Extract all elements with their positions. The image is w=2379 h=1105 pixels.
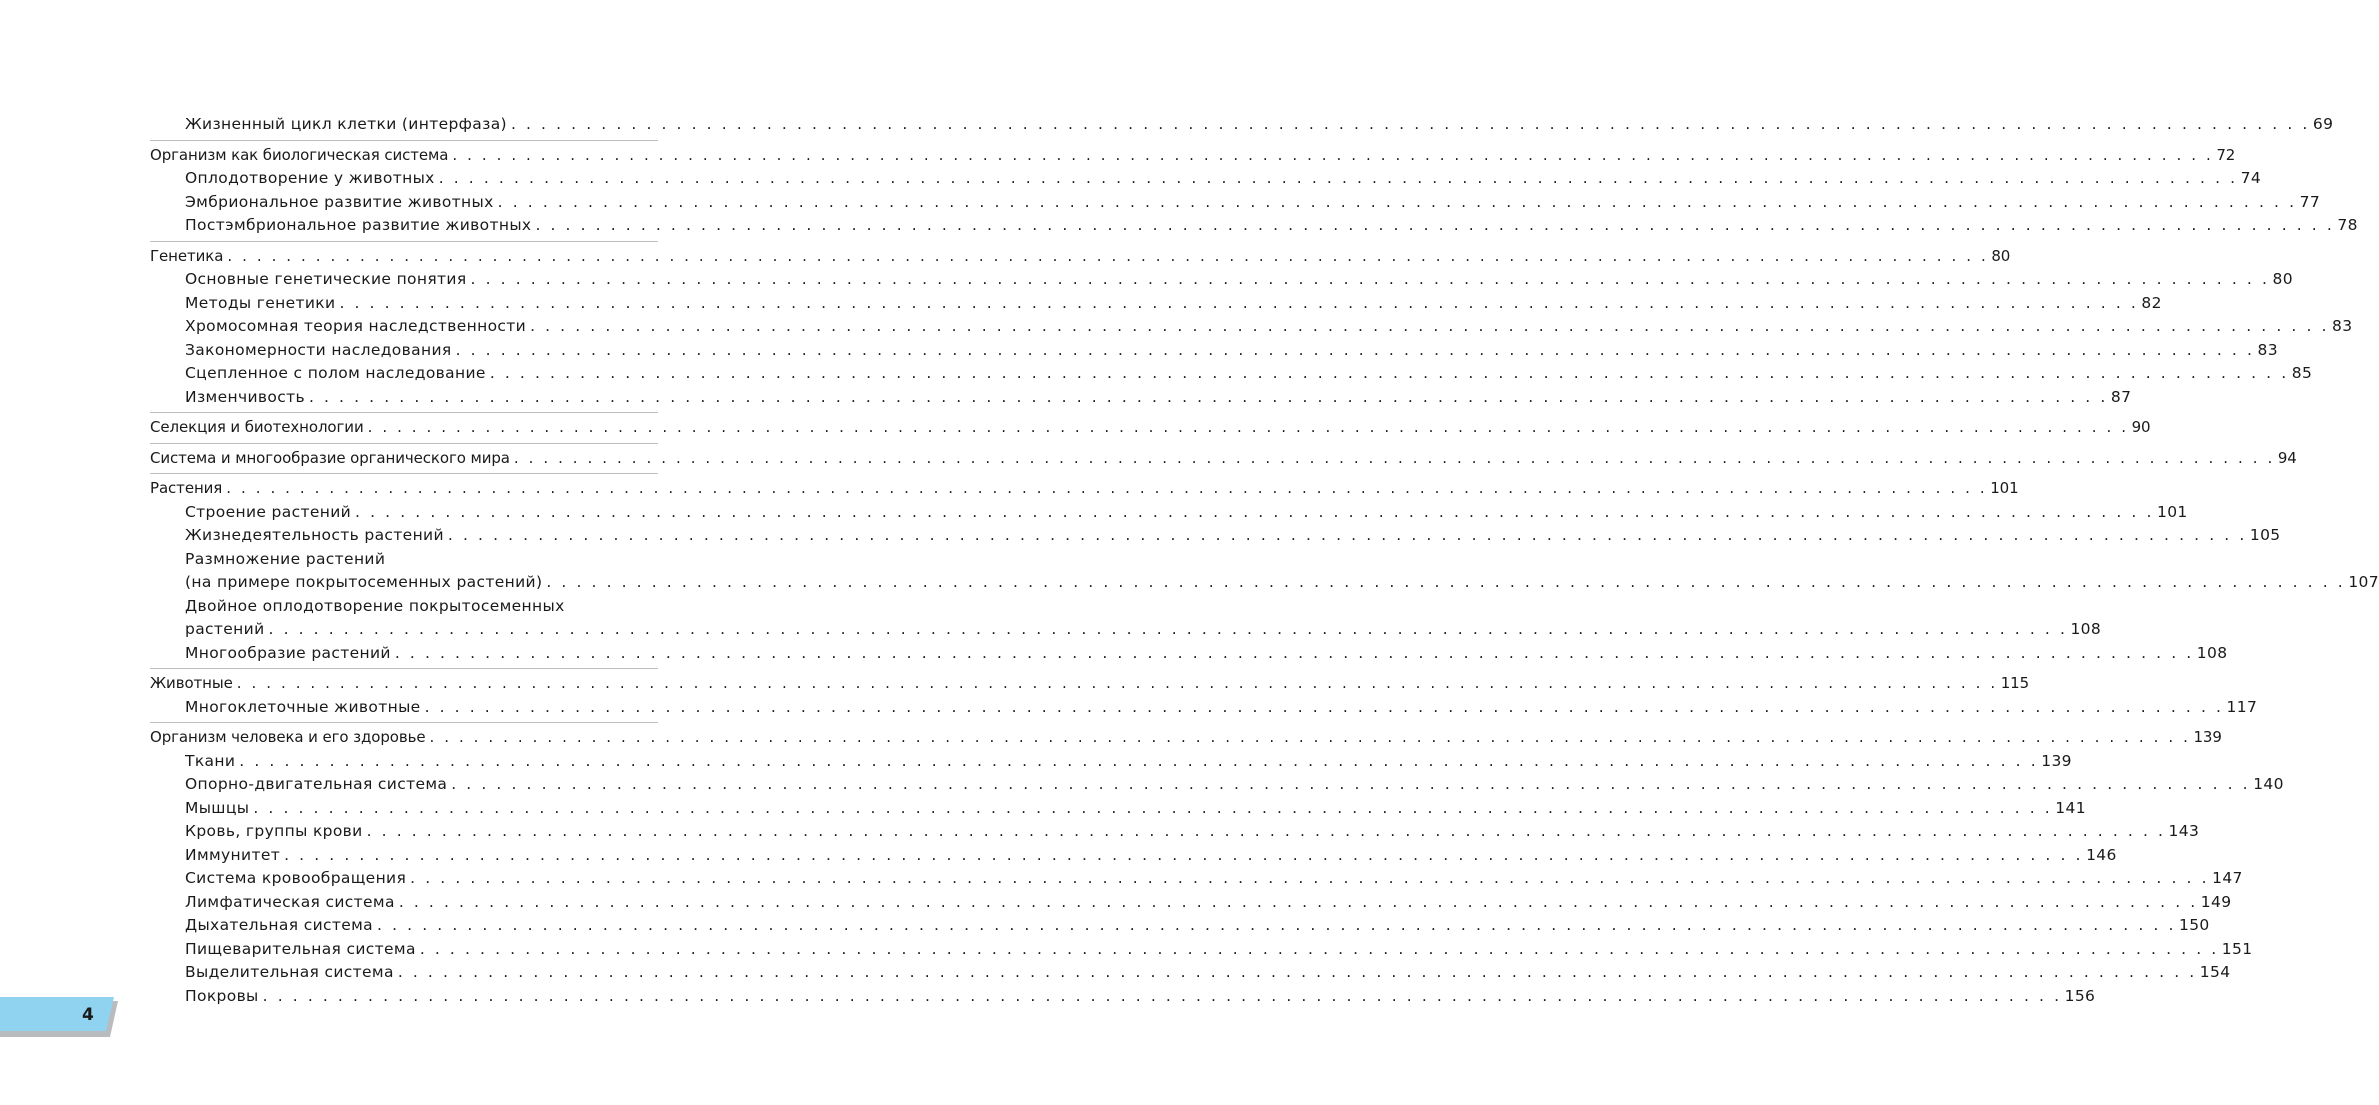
toc-page-number: 150 bbox=[2179, 916, 2210, 934]
toc-heading-entry[interactable] bbox=[150, 726, 2222, 750]
toc-section bbox=[150, 140, 2358, 241]
toc-subentry[interactable] bbox=[150, 773, 2284, 797]
toc-subentry[interactable] bbox=[150, 524, 2281, 548]
toc-page-number: 108 bbox=[2070, 620, 2102, 638]
toc-leader-dots: . . . . . . . . . . . . . . . . . . . . . . . . . . . . . . . . . . . . . . . . . . . . . . . . . . . . . . . . . . . . . . . . . . . . . . . . . . . . . . . . . . . . . . . . . . . . . . . . . . . . . . . . . . . . . . . . . . . . . . . . bbox=[535, 216, 2335, 234]
toc-entry-title: Строение растений bbox=[185, 502, 352, 521]
toc-leader-dots: . . . . . . . . . . . . . . . . . . . . . . . . . . . . . . . . . . . . . . . . . . . . . . . . . . . . . . . . . . . . . . . . . . . . . . . . . . . . . . . . . . . . . . . . . . . . . . . . . . . . . . . . . . . . . . . . . . . . . . . . bbox=[355, 502, 2154, 521]
toc-entry-title: Дыхательная система bbox=[185, 916, 374, 934]
toc-page-number: 74 bbox=[2240, 169, 2262, 187]
toc-leader-dots: . . . . . . . . . . . . . . . . . . . . . . . . . . . . . . . . . . . . . . . . . . . . . . . . . . . . . . . . . . . . . . . . . . . . . . . . . . . . . . . . . . . . . . . . . . . . . . . . . . . . . . . . . . . . . . . . . . . . . . . . bbox=[546, 573, 2346, 591]
toc-page-number: 80 bbox=[2272, 270, 2293, 288]
toc-leader-dots: . . . . . . . . . . . . . . . . . . . . . . . . . . . . . . . . . . . . . . . . . . . . . . . . . . . . . . . . . . . . . . . . . . . . . . . . . . . . . . . . . . . . . . . . . . . . . . . . . . . . . . . . . . . . . . . . . . . . . . . . bbox=[447, 526, 2247, 544]
toc-entry-title: Жизненный цикл клетки (интерфаза) bbox=[185, 115, 507, 133]
toc-leader-dots: . . . . . . . . . . . . . . . . . . . . . . . . . . . . . . . . . . . . . . . . . . . . . . . . . . . . . . . . . . . . . . . . . . . . . . . . . . . . . . . . . . . . . . . . . . . . . . . . . . . . . . . . . . . . . . . . . . . . . . . . bbox=[489, 364, 2289, 382]
toc-subentry[interactable] bbox=[150, 167, 2262, 191]
toc-entry-title: Пищеварительная система bbox=[185, 939, 416, 958]
toc-subentry[interactable] bbox=[150, 750, 2072, 774]
toc-section bbox=[150, 473, 2379, 668]
toc-leader-dots: . . . . . . . . . . . . . . . . . . . . . . . . . . . . . . . . . . . . . . . . . . . . . . . . . . . . . . . . . . . . . . . . . . . . . . . . . . . . . . . . . . . . . . . . . . . . . . . . . . . . . . . . . . . . . . . . . . . . . . . . bbox=[239, 751, 2039, 770]
toc-leader-dots: . . . . . . . . . . . . . . . . . . . . . . . . . . . . . . . . . . . . . . . . . . . . . . . . . . . . . . . . . . . . . . . . . . . . . . . . . . . . . . . . . . . . . . . . . . . . . . . . . . . . . . . . . . . . . . . . . . . . . . . . bbox=[513, 448, 2275, 467]
toc-heading-entry[interactable] bbox=[150, 144, 2236, 168]
toc-leader-dots: . . . . . . . . . . . . . . . . . . . . . . . . . . . . . . . . . . . . . . . . . . . . . . . . . . . . . . . . . . . . . . . . . . . . . . . . . . . . . . . . . . . . . . . . . . . . . . . . . . . . . . . . . . . . . . . . . . . . . . . . bbox=[367, 418, 2129, 436]
toc-page-number: 105 bbox=[2249, 526, 2281, 544]
toc-leader-dots: . . . . . . . . . . . . . . . . . . . . . . . . . . . . . . . . . . . . . . . . . . . . . . . . . . . . . . . . . . . . . . . . . . . . . . . . . . . . . . . . . . . . . . . . . . . . . . . . . . . . . . . . . . . . . . . . . . . . . . . . bbox=[470, 270, 2270, 288]
toc-leader-dots: . . . . . . . . . . . . . . . . . . . . . . . . . . . . . . . . . . . . . . . . . . . . . . . . . . . . . . . . . . . . . . . . . . . . . . . . . . . . . . . . . . . . . . . . . . . . . . . . . . . . . . . . . . . . . . . . . . . . . . . . bbox=[397, 963, 2197, 981]
toc-subentry[interactable] bbox=[150, 315, 2353, 339]
toc-leader-dots: . . . . . . . . . . . . . . . . . . . . . . . . . . . . . . . . . . . . . . . . . . . . . . . . . . . . . . . . . . . . . . . . . . . . . . . . . . . . . . . . . . . . . . . . . . . . . . . . . . . . . . . . . . . . . . . . . . . . . . . . bbox=[339, 293, 2139, 312]
toc-page-number: 141 bbox=[2055, 798, 2086, 817]
toc-page-number: 151 bbox=[2221, 939, 2253, 958]
toc-page-number: 117 bbox=[2226, 697, 2258, 716]
toc-subentry[interactable] bbox=[150, 844, 2117, 868]
toc-leader-dots: . . . . . . . . . . . . . . . . . . . . . . . . . . . . . . . . . . . . . . . . . . . . . . . . . . . . . . . . . . . . . . . . . . . . . . . . . . . . . . . . . . . . . . . . . . . . . . . . . . . . . . . . . . . . . . . . . . . . . . . . bbox=[236, 674, 1998, 692]
toc-entry-title: Организм как биологическая система bbox=[150, 145, 449, 164]
toc-entry-title: Двойное оплодотворение покрытосеменных bbox=[185, 596, 565, 615]
toc-entry-title: Постэмбриональное развитие животных bbox=[185, 216, 532, 234]
toc-leader-dots: . . . . . . . . . . . . . . . . . . . . . . . . . . . . . . . . . . . . . . . . . . . . . . . . . . . . . . . . . . . . . . . . . . . . . . . . . . . . . . . . . . . . . . . . . . . . . . . . . . . . . . . . . . . . . . . . . . . . . . . . bbox=[394, 643, 2194, 662]
toc-page-number: 101 bbox=[2157, 502, 2188, 521]
toc-page-number: 108 bbox=[2196, 643, 2228, 662]
toc-subentry[interactable] bbox=[150, 268, 2293, 292]
toc-entry-title: Мышцы bbox=[185, 798, 250, 817]
toc-page-number: 80 bbox=[1991, 246, 2011, 265]
toc-subentry[interactable] bbox=[150, 642, 2228, 666]
toc-page-number: 146 bbox=[2086, 845, 2117, 864]
toc-page-number: 107 bbox=[2348, 573, 2379, 591]
toc-page-number: 115 bbox=[2000, 674, 2030, 692]
table-of-contents bbox=[150, 113, 2379, 1011]
toc-subentry[interactable] bbox=[150, 867, 2243, 891]
toc-page-number: 154 bbox=[2199, 963, 2231, 981]
toc-subentry[interactable] bbox=[150, 820, 2200, 844]
toc-section bbox=[150, 113, 2334, 140]
toc-entry-title: Система кровообращения bbox=[185, 869, 407, 887]
toc-heading-entry[interactable] bbox=[150, 447, 2297, 471]
toc-leader-dots: . . . . . . . . . . . . . . . . . . . . . . . . . . . . . . . . . . . . . . . . . . . . . . . . . . . . . . . . . . . . . . . . . . . . . . . . . . . . . . . . . . . . . . . . . . . . . . . . . . . . . . . . . . . . . . . . . . . . . . . . bbox=[253, 798, 2053, 817]
toc-leader-dots: . . . . . . . . . . . . . . . . . . . . . . . . . . . . . . . . . . . . . . . . . . . . . . . . . . . . . . . . . . . . . . . . . . . . . . . . . . . . . . . . . . . . . . . . . . . . . . . . . . . . . . . . . . . . . . . . . . . . . . . . bbox=[452, 145, 2214, 164]
toc-leader-dots: . . . . . . . . . . . . . . . . . . . . . . . . . . . . . . . . . . . . . . . . . . . . . . . . . . . . . . . . . . . . . . . . . . . . . . . . . . . . . . . . . . . . . . . . . . . . . . . . . . . . . . . . . . . . . . . . . . . . . . . . bbox=[366, 822, 2166, 840]
toc-page-number: 78 bbox=[2337, 216, 2358, 234]
toc-subentry[interactable] bbox=[150, 797, 2086, 821]
toc-entry-title: Животные bbox=[150, 674, 233, 692]
toc-leader-dots: . . . . . . . . . . . . . . . . . . . . . . . . . . . . . . . . . . . . . . . . . . . . . . . . . . . . . . . . . . . . . . . . . . . . . . . . . . . . . . . . . . . . . . . . . . . . . . . . . . . . . . . . . . . . . . . . . . . . . . . . bbox=[398, 892, 2198, 911]
toc-leader-dots: . . . . . . . . . . . . . . . . . . . . . . . . . . . . . . . . . . . . . . . . . . . . . . . . . . . . . . . . . . . . . . . . . . . . . . . . . . . . . . . . . . . . . . . . . . . . . . . . . . . . . . . . . . . . . . . . . . . . . . . . bbox=[308, 387, 2108, 406]
toc-subentry[interactable] bbox=[150, 339, 2278, 363]
toc-page-number: 140 bbox=[2253, 775, 2284, 793]
toc-subentry[interactable] bbox=[150, 938, 2253, 962]
toc-section bbox=[150, 443, 2297, 474]
toc-page-number: 69 bbox=[2312, 115, 2334, 133]
toc-page-number: 139 bbox=[2041, 751, 2072, 770]
toc-entry-title: Многоклеточные животные bbox=[185, 697, 421, 716]
toc-subentry[interactable] bbox=[150, 214, 2358, 238]
toc-subentry[interactable] bbox=[150, 113, 2334, 137]
toc-entry-title: Жизнедеятельность растений bbox=[185, 526, 444, 544]
toc-subentry[interactable] bbox=[150, 292, 2162, 316]
toc-page-number: 87 bbox=[2110, 387, 2132, 406]
toc-entry-title: Организм человека и его здоровье bbox=[150, 728, 426, 746]
toc-subentry[interactable] bbox=[150, 595, 658, 619]
toc-subentry[interactable] bbox=[150, 696, 2258, 720]
toc-subentry[interactable] bbox=[150, 362, 2313, 386]
toc-leader-dots: . . . . . . . . . . . . . . . . . . . . . . . . . . . . . . . . . . . . . . . . . . . . . . . . . . . . . . . . . . . . . . . . . . . . . . . . . . . . . . . . . . . . . . . . . . . . . . . . . . . . . . . . . . . . . . . . . . . . . . . . bbox=[410, 869, 2210, 887]
toc-entry-title: Генетика bbox=[150, 246, 224, 265]
toc-heading-entry[interactable] bbox=[150, 416, 2151, 440]
toc-entry-title: Основные генетические понятия bbox=[185, 270, 467, 288]
toc-page-number: 83 bbox=[2257, 340, 2278, 359]
toc-leader-dots: . . . . . . . . . . . . . . . . . . . . . . . . . . . . . . . . . . . . . . . . . . . . . . . . . . . . . . . . . . . . . . . . . . . . . . . . . . . . . . . . . . . . . . . . . . . . . . . . . . . . . . . . . . . . . . . . . . . . . . . . bbox=[497, 192, 2297, 211]
toc-subentry[interactable] bbox=[150, 191, 2321, 215]
toc-page-number: 90 bbox=[2131, 418, 2151, 436]
toc-page-number: 149 bbox=[2200, 892, 2232, 911]
toc-section bbox=[150, 241, 2353, 413]
toc-entry-title: Система и многообразие органического мира bbox=[150, 448, 510, 467]
page-tab-fill bbox=[0, 997, 114, 1031]
toc-entry-title: Ткани bbox=[185, 751, 236, 770]
toc-entry-title: Многообразие растений bbox=[185, 643, 391, 662]
toc-entry-title: Иммунитет bbox=[185, 845, 281, 864]
toc-section bbox=[150, 412, 2151, 443]
toc-heading-entry[interactable] bbox=[150, 672, 2030, 696]
toc-subentry[interactable] bbox=[150, 891, 2232, 915]
toc-leader-dots: . . . . . . . . . . . . . . . . . . . . . . . . . . . . . . . . . . . . . . . . . . . . . . . . . . . . . . . . . . . . . . . . . . . . . . . . . . . . . . . . . . . . . . . . . . . . . . . . . . . . . . . . . . . . . . . . . . . . . . . . bbox=[226, 479, 1988, 497]
toc-entry-title: Хромосомная теория наследственности bbox=[185, 317, 527, 335]
toc-entry-title: (на примере покрытосеменных растений) bbox=[185, 573, 543, 591]
toc-page-number: 85 bbox=[2291, 364, 2313, 382]
toc-subentry[interactable] bbox=[150, 548, 658, 572]
toc-subentry[interactable] bbox=[150, 501, 2188, 525]
toc-leader-dots: . . . . . . . . . . . . . . . . . . . . . . . . . . . . . . . . . . . . . . . . . . . . . . . . . . . . . . . . . . . . . . . . . . . . . . . . . . . . . . . . . . . . . . . . . . . . . . . . . . . . . . . . . . . . . . . . . . . . . . . . bbox=[455, 340, 2255, 359]
toc-section bbox=[150, 668, 2258, 722]
toc-page-number: 94 bbox=[2277, 448, 2297, 467]
page-number: 4 bbox=[82, 1005, 94, 1025]
toc-leader-dots: . . . . . . . . . . . . . . . . . . . . . . . . . . . . . . . . . . . . . . . . . . . . . . . . . . . . . . . . . . . . . . . . . . . . . . . . . . . . . . . . . . . . . . . . . . . . . . . . . . . . . . . . . . . . . . . . . . . . . . . . bbox=[530, 317, 2330, 335]
toc-leader-dots: . . . . . . . . . . . . . . . . . . . . . . . . . . . . . . . . . . . . . . . . . . . . . . . . . . . . . . . . . . . . . . . . . . . . . . . . . . . . . . . . . . . . . . . . . . . . . . . . . . . . . . . . . . . . . . . . . . . . . . . . bbox=[268, 620, 2068, 638]
toc-entry-title: Растения bbox=[150, 479, 223, 497]
toc-page-number: 101 bbox=[1990, 479, 2019, 497]
toc-leader-dots: . . . . . . . . . . . . . . . . . . . . . . . . . . . . . . . . . . . . . . . . . . . . . . . . . . . . . . . . . . . . . . . . . . . . . . . . . . . . . . . . . . . . . . . . . . . . . . . . . . . . . . . . . . . . . . . . . . . . . . . . bbox=[510, 115, 2310, 133]
toc-subentry[interactable] bbox=[150, 386, 2132, 410]
toc-entry-title: Покровы bbox=[185, 986, 259, 1005]
toc-page-number: 143 bbox=[2168, 822, 2200, 840]
toc-entry-title: Изменчивость bbox=[185, 387, 305, 406]
toc-page-number: 156 bbox=[2064, 986, 2096, 1005]
toc-subentry[interactable] bbox=[150, 914, 2210, 938]
toc-heading-entry[interactable] bbox=[150, 245, 2011, 269]
toc-entry-title: Опорно-двигательная система bbox=[185, 775, 448, 793]
toc-page-number: 139 bbox=[2193, 728, 2222, 746]
toc-page-number: 82 bbox=[2141, 293, 2162, 312]
toc-subentry[interactable] bbox=[150, 985, 2096, 1009]
toc-leader-dots: . . . . . . . . . . . . . . . . . . . . . . . . . . . . . . . . . . . . . . . . . . . . . . . . . . . . . . . . . . . . . . . . . . . . . . . . . . . . . . . . . . . . . . . . . . . . . . . . . . . . . . . . . . . . . . . . . . . . . . . . bbox=[438, 169, 2238, 187]
toc-leader-dots: . . . . . . . . . . . . . . . . . . . . . . . . . . . . . . . . . . . . . . . . . . . . . . . . . . . . . . . . . . . . . . . . . . . . . . . . . . . . . . . . . . . . . . . . . . . . . . . . . . . . . . . . . . . . . . . . . . . . . . . . bbox=[262, 986, 2062, 1005]
toc-entry-title: Методы генетики bbox=[185, 293, 336, 312]
toc-entry-title: Сцепленное с полом наследование bbox=[185, 364, 486, 382]
toc-entry-title: Кровь, группы крови bbox=[185, 822, 363, 840]
toc-entry-title: растений bbox=[185, 620, 265, 638]
toc-leader-dots: . . . . . . . . . . . . . . . . . . . . . . . . . . . . . . . . . . . . . . . . . . . . . . . . . . . . . . . . . . . . . . . . . . . . . . . . . . . . . . . . . . . . . . . . . . . . . . . . . . . . . . . . . . . . . . . . . . . . . . . . bbox=[377, 916, 2176, 934]
toc-entry-title: Размножение растений bbox=[185, 549, 386, 568]
toc-leader-dots: . . . . . . . . . . . . . . . . . . . . . . . . . . . . . . . . . . . . . . . . . . . . . . . . . . . . . . . . . . . . . . . . . . . . . . . . . . . . . . . . . . . . . . . . . . . . . . . . . . . . . . . . . . . . . . . . . . . . . . . . bbox=[424, 697, 2224, 716]
toc-entry-title: Оплодотворение у животных bbox=[185, 169, 435, 187]
page-tab-shape bbox=[0, 997, 120, 1037]
toc-page-number: 83 bbox=[2332, 317, 2353, 335]
toc-entry-title: Лимфатическая система bbox=[185, 892, 395, 911]
toc-leader-dots: . . . . . . . . . . . . . . . . . . . . . . . . . . . . . . . . . . . . . . . . . . . . . . . . . . . . . . . . . . . . . . . . . . . . . . . . . . . . . . . . . . . . . . . . . . . . . . . . . . . . . . . . . . . . . . . . . . . . . . . . bbox=[451, 775, 2251, 793]
toc-leader-dots: . . . . . . . . . . . . . . . . . . . . . . . . . . . . . . . . . . . . . . . . . . . . . . . . . . . . . . . . . . . . . . . . . . . . . . . . . . . . . . . . . . . . . . . . . . . . . . . . . . . . . . . . . . . . . . . . . . . . . . . . bbox=[227, 246, 1989, 265]
toc-subentry[interactable] bbox=[150, 618, 2102, 642]
toc-entry-title: Эмбриональное развитие животных bbox=[185, 192, 494, 211]
toc-page-number: 77 bbox=[2299, 192, 2321, 211]
toc-subentry[interactable] bbox=[150, 961, 2231, 985]
toc-section bbox=[150, 722, 2284, 1011]
page-number-tab bbox=[0, 997, 120, 1037]
toc-leader-dots: . . . . . . . . . . . . . . . . . . . . . . . . . . . . . . . . . . . . . . . . . . . . . . . . . . . . . . . . . . . . . . . . . . . . . . . . . . . . . . . . . . . . . . . . . . . . . . . . . . . . . . . . . . . . . . . . . . . . . . . . bbox=[284, 845, 2084, 864]
toc-entry-title: Закономерности наследования bbox=[185, 340, 452, 359]
toc-page-number: 147 bbox=[2212, 869, 2243, 887]
toc-subentry[interactable] bbox=[150, 571, 2379, 595]
toc-page-number: 72 bbox=[2216, 145, 2236, 164]
toc-leader-dots: . . . . . . . . . . . . . . . . . . . . . . . . . . . . . . . . . . . . . . . . . . . . . . . . . . . . . . . . . . . . . . . . . . . . . . . . . . . . . . . . . . . . . . . . . . . . . . . . . . . . . . . . . . . . . . . . . . . . . . . . bbox=[419, 939, 2219, 958]
toc-leader-dots: . . . . . . . . . . . . . . . . . . . . . . . . . . . . . . . . . . . . . . . . . . . . . . . . . . . . . . . . . . . . . . . . . . . . . . . . . . . . . . . . . . . . . . . . . . . . . . . . . . . . . . . . . . . . . . . . . . . . . . . . bbox=[429, 728, 2191, 746]
toc-entry-title: Выделительная система bbox=[185, 963, 394, 981]
toc-heading-entry[interactable] bbox=[150, 477, 2019, 501]
toc-entry-title: Селекция и биотехнологии bbox=[150, 418, 364, 436]
